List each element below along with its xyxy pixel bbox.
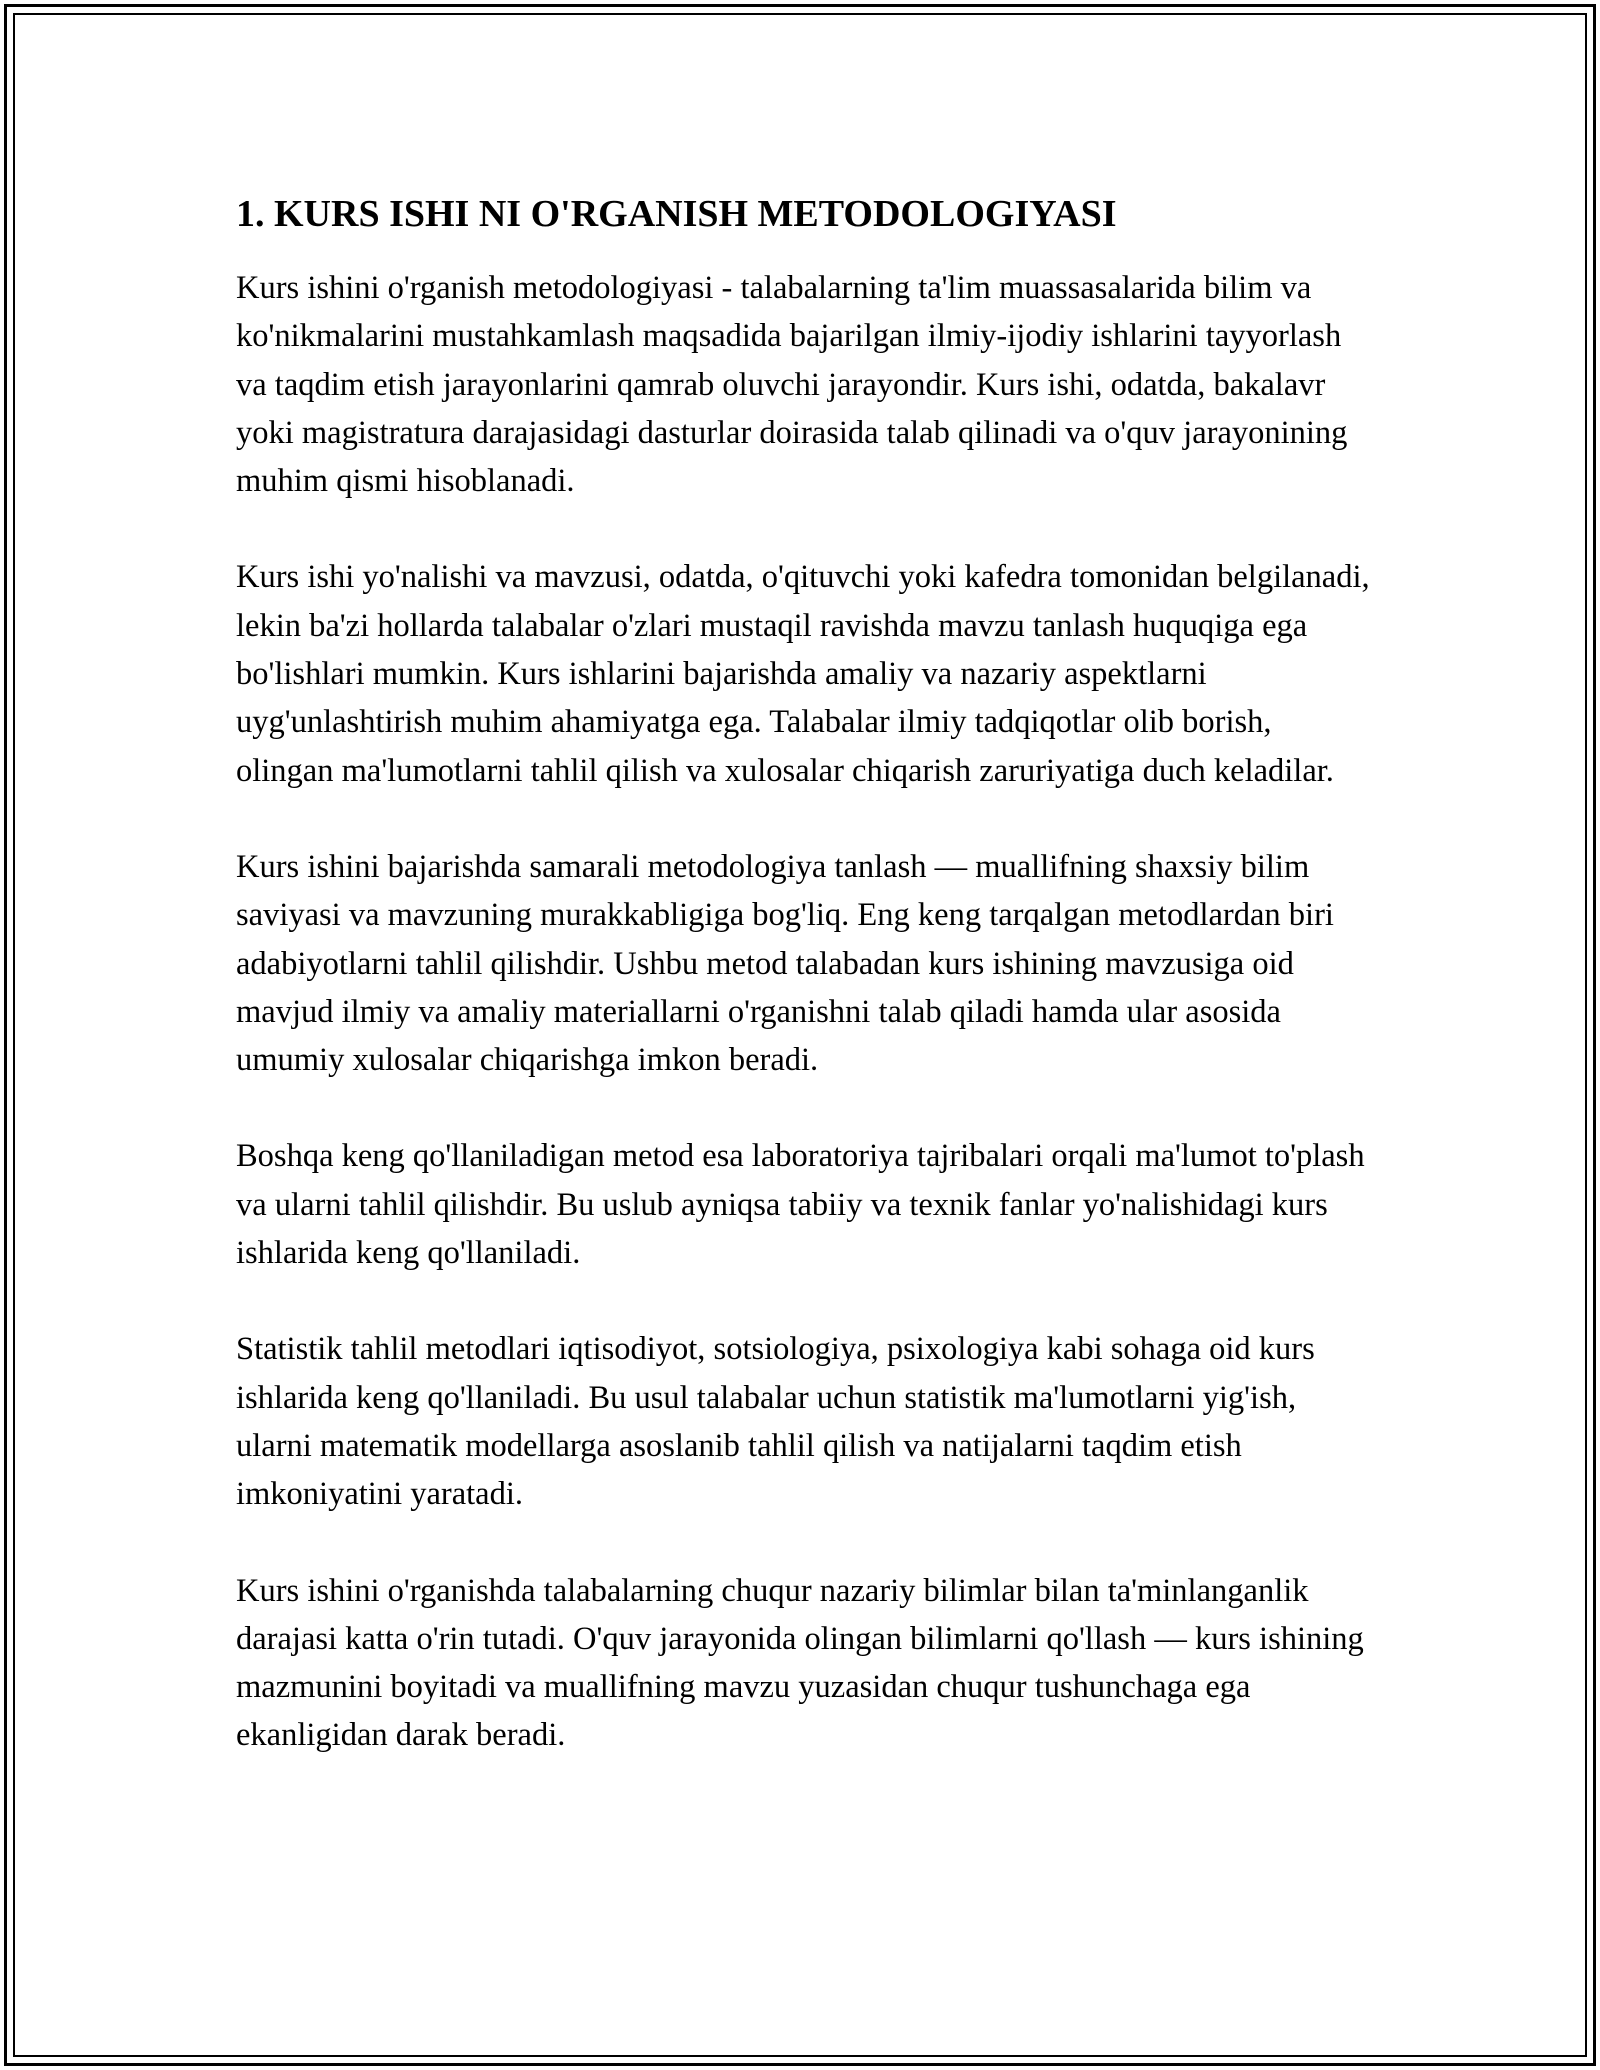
paragraph-4: Boshqa keng qo'llaniladigan metod esa laboratoriya tajribalari orqali ma'lumot to'plash va ularni tahlil qilishdir. Bu uslub ayniqsa tabiiy va texnik fanlar yo'nalishidagi kurs ishlarida keng qo'llaniladi. — [236, 1138, 1365, 1272]
paragraph-3: Kurs ishini bajarishda samarali metodologiya tanlash — muallifning shaxsiy bilim saviyasi va mavzuning murakkabligiga bog'liq. Eng keng tarqalgan metodlardan biri adabiyotlarni tahlil qilishdir. Ushbu metod talabadan kurs ishining mavzusiga oid mavjud ilmiy va amaliy materiallarni o'rganishni talab qiladi hamda ular asosida umumiy xulosalar chiqarishga imkon beradi. — [236, 848, 1334, 1079]
section-heading: 1. KURS ISHI NI O'RGANISH METODOLOGIYASI — [236, 193, 1117, 235]
document-body — [236, 186, 1376, 1808]
paragraph-6: Kurs ishini o'rganishda talabalarning chuqur nazariy bilimlar bilan ta'minlanganlik darajasi katta o'rin tutadi. O'quv jarayonida olingan bilimlarni qo'llash — kurs ishining mazmunini boyitadi va muallifning mavzu yuzasidan chuqur tushunchaga ega ekanligidan darak beradi. — [236, 1572, 1364, 1754]
paragraph-5: Statistik tahlil metodlari iqtisodiyot, sotsiologiya, psixologiya kabi sohaga oid kurs ishlarida keng qo'llaniladi. Bu usul talabalar uchun statistik ma'lumotlarni yig'ish, ularni matematik modellarga asoslanib tahlil qilish va natijalarni taqdim etish imkoniyatini yaratadi. — [236, 1331, 1315, 1513]
paragraph-2: Kurs ishi yo'nalishi va mavzusi, odatda, o'qituvchi yoki kafedra tomonidan belgilanadi, lekin ba'zi hollarda talabalar o'zlari mustaqil ravishda mavzu tanlash huquqiga ega bo'lishlari mumkin. Kurs ishlarini bajarishda amaliy va nazariy aspektlarni uyg'unlashtirish muhim ahamiyatga ega. Talabalar ilmiy tadqiqotlar olib borish, olingan ma'lumotlarni tahlil qilish va xulosalar chiqarish zaruriyatiga duch keladilar. — [236, 559, 1370, 789]
paragraph-1: Kurs ishini o'rganish metodologiyasi - talabalarning ta'lim muassasalarida bilim va ko'nikmalarini mustahkamlash maqsadida bajarilgan ilmiy-ijodiy ishlarini tayyorlash va taqdim etish jarayonlarini qamrab oluvchi jarayondir. Kurs ishi, odatda, bakalavr yoki magistratura darajasidagi dasturlar doirasida talab qilinadi va o'quv jarayonining muhim qismi hisoblanadi. — [236, 270, 1348, 500]
